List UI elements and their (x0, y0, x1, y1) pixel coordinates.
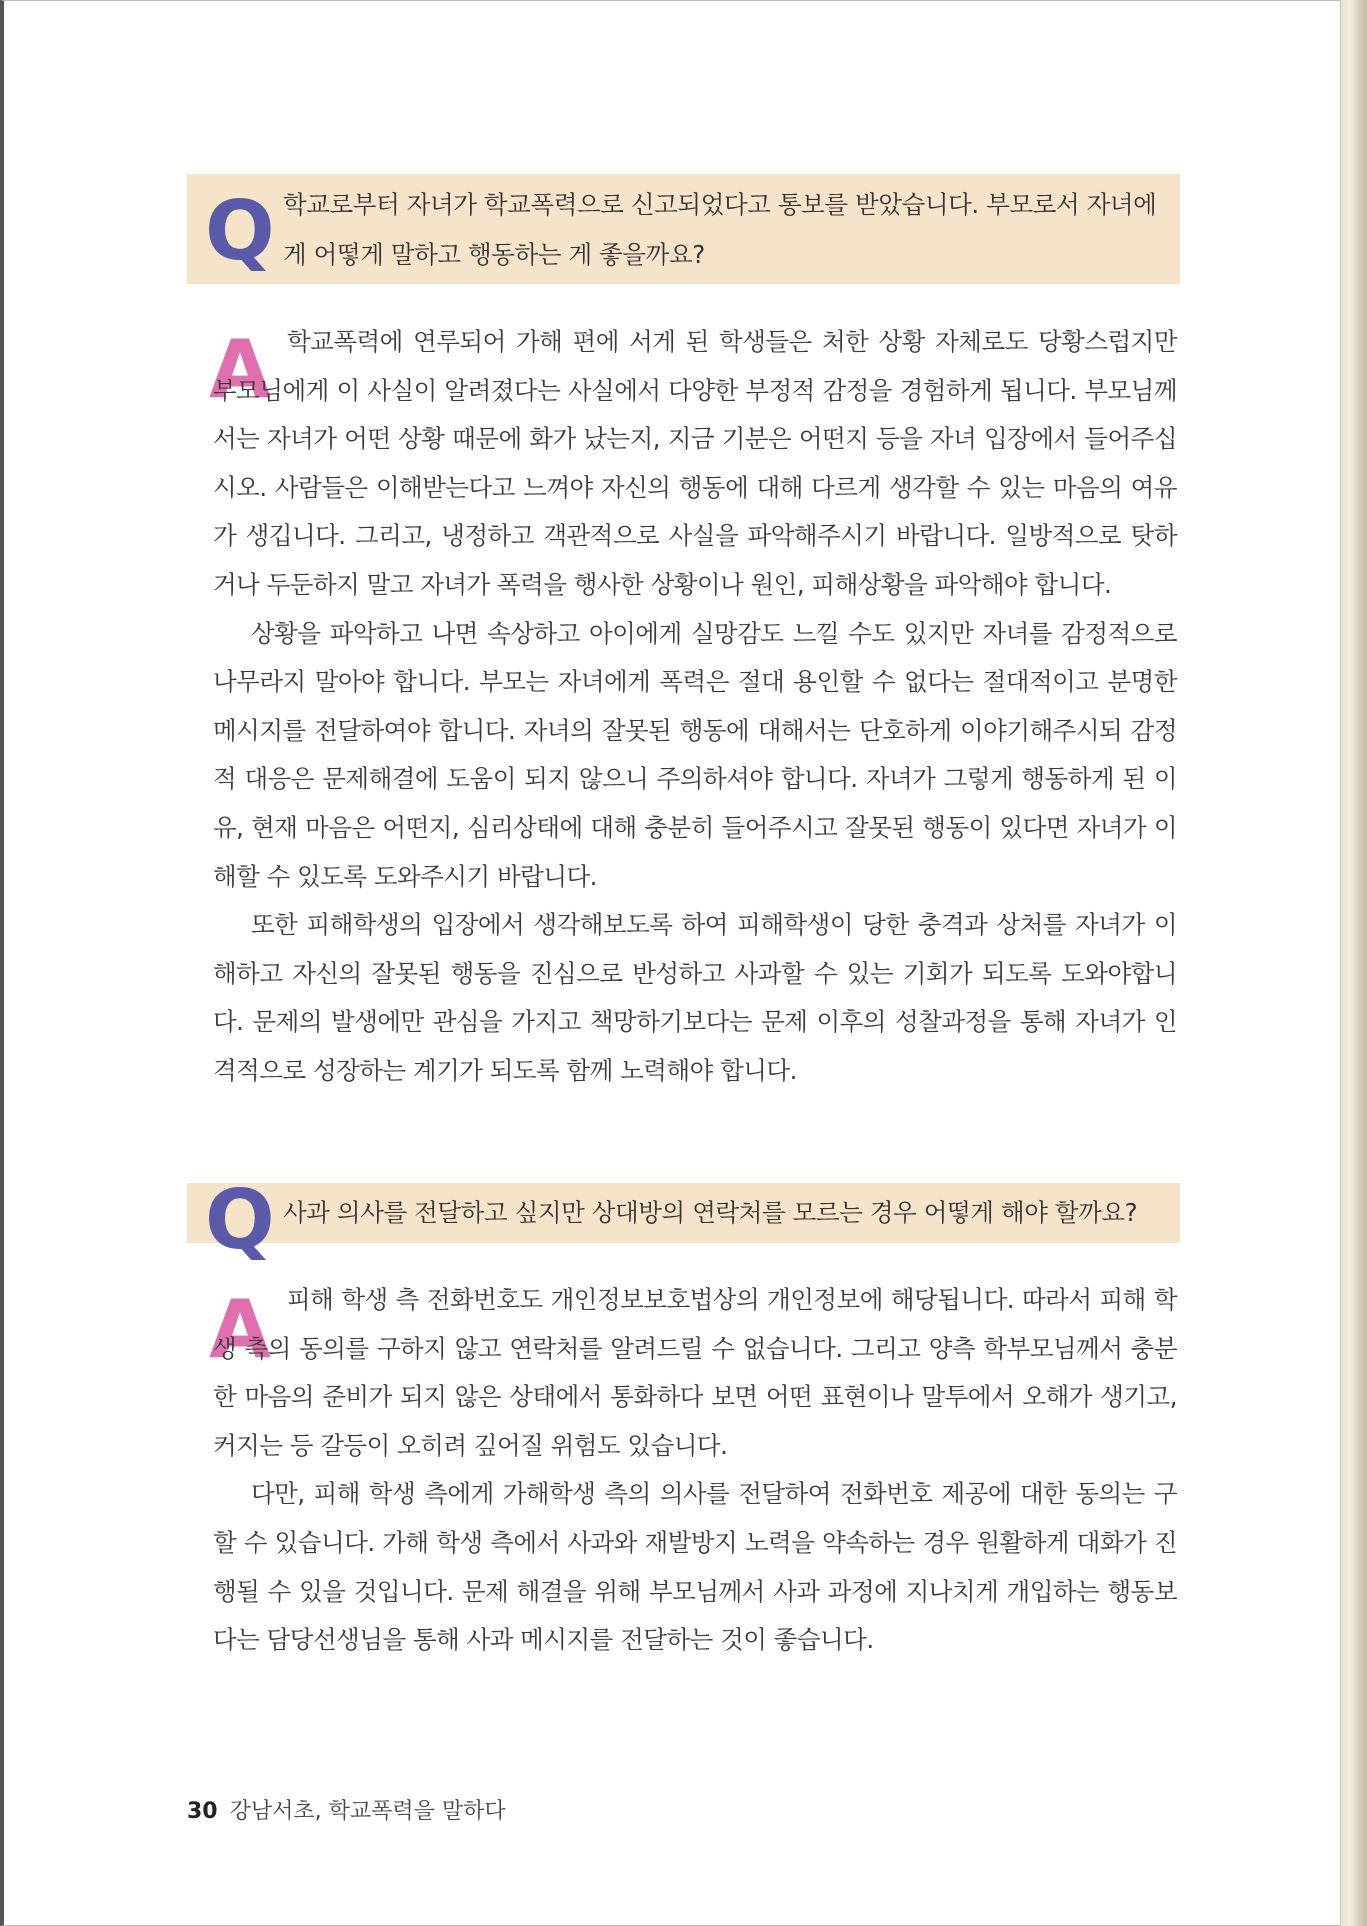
book-title: 강남서초, 학교폭력을 말하다 (229, 1799, 506, 1824)
question-bar (187, 174, 1180, 284)
answer-paragraph: 피해 학생 측 전화번호도 개인정보보호법상의 개인정보에 해당됩니다. 따라서 피해 학생 측의 동의를 구하지 않고 연락처를 알려드릴 수 없습니다. 그리고 양측 학부모님께서 충분한 마음의 준비가 되지 않은 상태에서 통화하다 보면 어떤 표현이나 말투에서 오해가 생기고, 커지는 등 갈등이 오히려 깊어질 위험도 있습니다. (213, 1285, 1177, 1460)
question-text: 사과 의사를 전달하고 싶지만 상대방의 연락처를 모르는 경우 어떻게 해야 할까요? (283, 1198, 1138, 1227)
page-edge (1340, 0, 1367, 1926)
answer-paragraph: 다만, 피해 학생 측에게 가해학생 측의 의사를 전달하여 전화번호 제공에 대한 동의는 구할 수 있습니다. 가해 학생 측에서 사과와 재발방지 노력을 약속하는 경우 원활하게 대화가 진행될 수 있을 것입니다. 문제 해결을 위해 부모님께서 사과 과정에 지나치게 개입하는 행동보다는 담당선생님을 통해 사과 메시지를 전달하는 것이 좋습니다. (213, 1479, 1177, 1655)
answer-body (213, 1276, 1177, 1665)
page-number: 30 (187, 1799, 218, 1824)
answer-marker: A (209, 323, 271, 416)
question-marker: Q (205, 1173, 275, 1268)
page-footer (187, 1794, 506, 1825)
question-marker: Q (205, 184, 275, 279)
answer-body (213, 318, 1177, 1096)
question-text: 학교로부터 자녀가 학교폭력으로 신고되었다고 통보를 받았습니다. 부모로서 자녀에게 어떻게 말하고 행동하는 게 좋을까요? (283, 190, 1157, 269)
answer-paragraph: 또한 피해학생의 입장에서 생각해보도록 하여 피해학생이 당한 충격과 상처를 자녀가 이해하고 자신의 잘못된 행동을 진심으로 반성하고 사과할 수 있는 기회가 되도록 도와야합니다. 문제의 발생에만 관심을 가지고 책망하기보다는 문제 이후의 성찰과정을 통해 자녀가 인격적으로 성장하는 계기가 되도록 함께 노력해야 합니다. (213, 910, 1177, 1085)
answer-paragraph: 학교폭력에 연루되어 가해 편에 서게 된 학생들은 처한 상황 자체로도 당황스럽지만 부모님에게 이 사실이 알려졌다는 사실에서 다양한 부정적 감정을 경험하게 됩니다. 부모님께서는 자녀가 어떤 상황 때문에 화가 났는지, 지금 기분은 어떤지 등을 자녀 입장에서 들어주십시오. 사람들은 이해받는다고 느껴야 자신의 행동에 대해 다르게 생각할 수 있는 마음의 여유가 생깁니다. 그리고, 냉정하고 객관적으로 사실을 파악해주시기 바랍니다. 일방적으로 탓하거나 두둔하지 말고 자녀가 폭력을 행사한 상황이나 원인, 피해상황을 파악해야 합니다. (213, 327, 1177, 599)
question-bar (187, 1173, 1180, 1268)
answer-paragraph: 상황을 파악하고 나면 속상하고 아이에게 실망감도 느낄 수도 있지만 자녀를 감정적으로 나무라지 말아야 합니다. 부모는 자녀에게 폭력은 절대 용인할 수 없다는 절대적이고 분명한 메시지를 전달하여야 합니다. 자녀의 잘못된 행동에 대해서는 단호하게 이야기해주시되 감정적 대응은 문제해결에 도움이 되지 않으니 주의하셔야 합니다. 자녀가 그렇게 행동하게 된 이유, 현재 마음은 어떤지, 심리상태에 대해 충분히 들어주시고 잘못된 행동이 있다면 자녀가 이해할 수 있도록 도와주시기 바랍니다. (213, 618, 1177, 891)
answer-marker: A (209, 1283, 271, 1376)
